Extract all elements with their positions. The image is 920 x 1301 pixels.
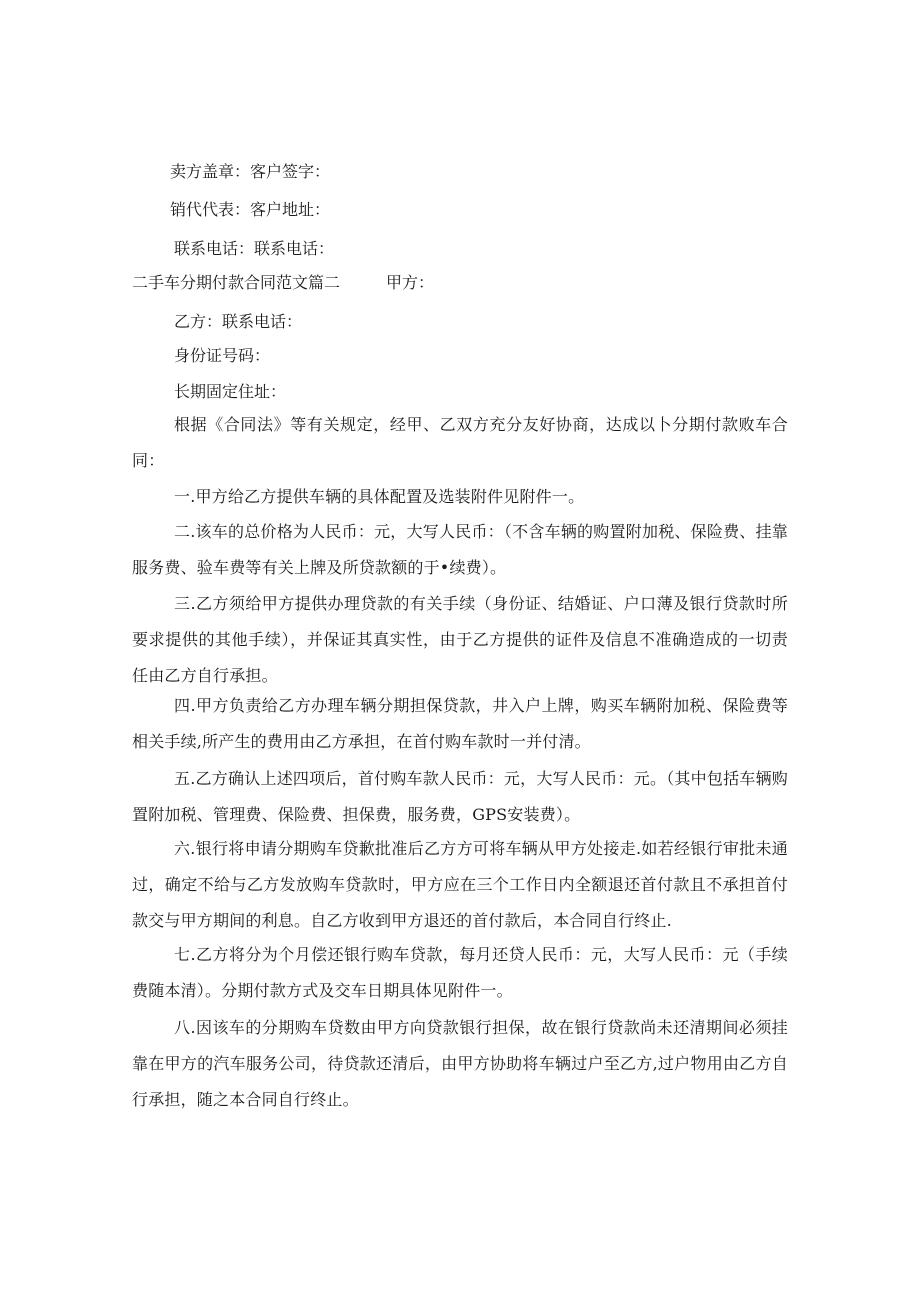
clause-3: 三.乙方须给甲方提供办理贷款的有关手续（身份证、结婚证、户口薄及银行贷款时所要求提供的其他手续），并保证其真实性，由于乙方提供的证件及信息不准确造成的一切责任由乙方自行承担。 [132, 594, 788, 685]
clause-4: 四.甲方负责给乙方办理车辆分期担保贷款，井入户上牌，购买车辆附加税、保险费等相关手续,所产生的费用由乙方承担，在首付购车款时一并付清。 [132, 696, 788, 751]
clause-1: 一.甲方给乙方提供车辆的具体配置及选装附件见附件一。 [174, 487, 585, 506]
phone-line: 联系电话：联系电话： [174, 239, 335, 258]
clause-7: 七.乙方将分为个月偿还银行购车贷款，每月还贷人民币：元，大写人民币：元（手续费随本清）。分期付款方式及交车日期具体见附件一。 [132, 945, 788, 1000]
clause-8: 八.因该车的分期购车贷数由甲方向贷款银行担保，故在银行贷款尚未还清期间必须挂靠在甲方的汽车服务公司，待贷款还清后，由甲方协助将车辆过户至乙方,过户物用由乙方自行承担，随之本合同自行终止。 [132, 1018, 788, 1109]
party-a-label: 甲方： [386, 273, 435, 292]
clause-5: 五.乙方确认上述四项后，首付购车款人民币：元，大写人民币：元。（其中包括车辆购置附加税、管理费、保险费、担保费，服务费，GPS安装费）。 [132, 769, 788, 824]
document-title: 二手车分期付款合同范文篇二 [132, 273, 341, 292]
intro-paragraph: 根据《合同法》等有关规定，经甲、乙双方充分友好协商，达成以卜分期付款败车合同： [132, 415, 788, 470]
address-line: 长期固定住址： [174, 382, 287, 401]
sales-rep-line: 销代代表：客户地址： [170, 200, 331, 219]
id-number-line: 身份证号码： [174, 346, 271, 365]
seller-seal-line: 卖方盖章：客户签字： [170, 162, 331, 181]
clause-2: 二.该车的总价格为人民币：元，大写人民币：（不含车辆的购置附加税、保险费、挂靠服务费、验车费等有关上牌及所贷款额的于•续费）。 [132, 522, 788, 577]
party-b-line: 乙方：联系电话： [174, 312, 303, 331]
section-heading-row [132, 273, 434, 293]
clause-6: 六.银行将申请分期购车贷歉批准后乙方方可将车辆从甲方处接走.如若经银行审批未通过，确定不给与乙方发放购车贷款时，甲方应在三个工作日内全额退还首付款且不承担首付款交与甲方期间的利息。自乙方收到甲方退还的首付款后，本合同自行终止. [132, 839, 788, 930]
